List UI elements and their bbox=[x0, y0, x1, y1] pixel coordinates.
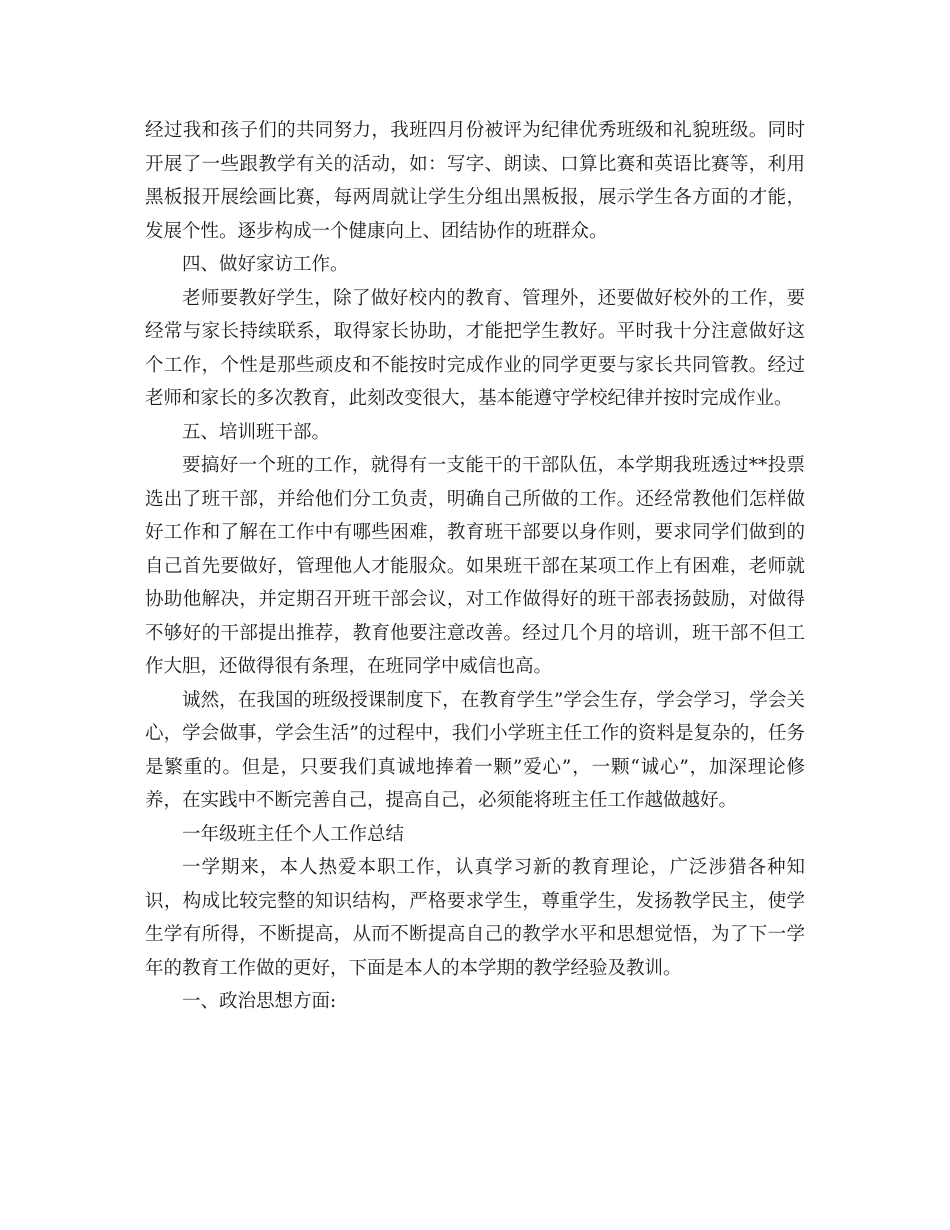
document-title: 一年级班主任个人工作总结 bbox=[182, 823, 405, 845]
section-heading: 五、培训班干部。 bbox=[182, 421, 331, 443]
document-body bbox=[145, 114, 805, 1019]
paragraph: 一学期来，本人热爱本职工作，认真学习新的教育理论，广泛涉猎各种知识，构成比较完整的知识结构，严格要求学生，尊重学生，发扬教学民主，使学生学有所得，不断提高，从而不断提高自己的教学水平和思想觉悟，为了下一学年的教育工作做的更好，下面是本人的本学期的教学经验及教训。 bbox=[145, 857, 805, 979]
section-heading: 一、政治思想方面: bbox=[182, 991, 337, 1012]
section-heading: 四、做好家访工作。 bbox=[182, 254, 349, 275]
paragraph: 要搞好一个班的工作，就得有一支能干的干部队伍，本学期我班透过**投票选出了班干部，并给他们分工负责，明确自己所做的工作。还经常教他们怎样做好工作和了解在工作中有哪些困难，教育班干部要以身作则，要求同学们做到的自己首先要做好，管理他人才能服众。如果班干部在某项工作上有困难，老师就协助他解决，并定期召开班干部会议，对工作做得好的班干部表扬鼓励，对做得不够好的干部提出推荐，教育他要注意改善。经过几个月的培训，班干部不但工作大胆，还做得很有条理，在班同学中威信也高。 bbox=[145, 455, 805, 677]
paragraph: 诚然，在我国的班级授课制度下，在教育学生”学会生存，学会学习，学会关心，学会做事，学会生活”的过程中，我们小学班主任工作的资料是复杂的，任务是繁重的。但是，只要我们真诚地捧着一颗”爱心”，一颗“诚心”，加深理论修养，在实践中不断完善自己，提高自己，必须能将班主任工作越做越好。 bbox=[145, 689, 805, 811]
paragraph: 经过我和孩子们的共同努力，我班四月份被评为纪律优秀班级和礼貌班级。同时开展了一些跟教学有关的活动，如：写字、朗读、口算比赛和英语比赛等，利用黑板报开展绘画比赛，每两周就让学生分组出黑板报，展示学生各方面的才能，发展个性。逐步构成一个健康向上、团结协作的班群众。 bbox=[145, 120, 805, 242]
paragraph: 老师要教好学生，除了做好校内的教育、管理外，还要做好校外的工作，要经常与家长持续联系，取得家长协助，才能把学生教好。平时我十分注意做好这个工作，个性是那些顽皮和不能按时完成作业的同学更要与家长共同管教。经过老师和家长的多次教育，此刻改变很大，基本能遵守学校纪律并按时完成作业。 bbox=[145, 287, 805, 409]
